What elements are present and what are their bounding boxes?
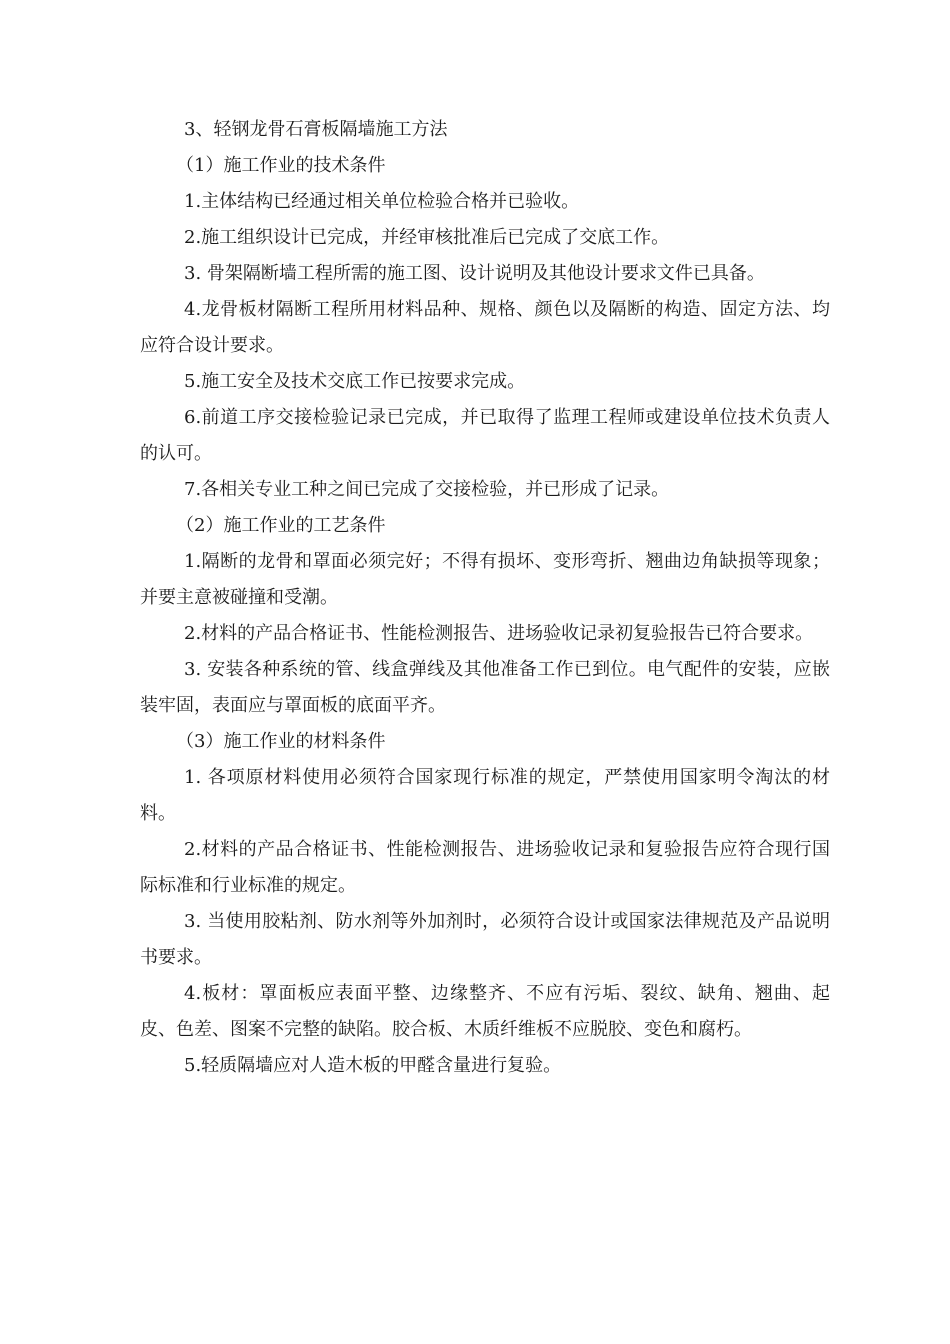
paragraph: 2.施工组织设计已完成，并经审核批准后已完成了交底工作。 [184, 227, 670, 248]
paragraph: 4.龙骨板材隔断工程所用材料品种、规格、颜色以及隔断的构造、固定方法、均应符合设计要求。 [140, 299, 830, 356]
subsection-heading: （2）施工作业的工艺条件 [176, 515, 386, 536]
paragraph: 4.板材：罩面板应表面平整、边缘整齐、不应有污垢、裂纹、缺角、翘曲、起皮、色差、图案不完整的缺陷。胶合板、木质纤维板不应脱胶、变色和腐朽。 [140, 983, 830, 1040]
subsection-heading: （3）施工作业的材料条件 [176, 731, 386, 752]
section-title: 3、轻钢龙骨石膏板隔墙施工方法 [184, 119, 448, 140]
paragraph: 3. 当使用胶粘剂、防水剂等外加剂时，必须符合设计或国家法律规范及产品说明书要求。 [140, 911, 830, 968]
paragraph: 5.轻质隔墙应对人造木板的甲醛含量进行复验。 [184, 1055, 562, 1076]
paragraph: 5.施工安全及技术交底工作已按要求完成。 [184, 371, 526, 392]
paragraph: 2.材料的产品合格证书、性能检测报告、进场验收记录初复验报告已符合要求。 [184, 623, 814, 644]
paragraph: 3. 骨架隔断墙工程所需的施工图、设计说明及其他设计要求文件已具备。 [184, 263, 765, 284]
paragraph: 2.材料的产品合格证书、性能检测报告、进场验收记录和复验报告应符合现行国际标准和行业标准的规定。 [140, 839, 830, 896]
paragraph: 1.隔断的龙骨和罩面必须完好；不得有损坏、变形弯折、翘曲边角缺损等现象；并要主意被碰撞和受潮。 [140, 551, 830, 608]
paragraph: 3. 安装各种系统的管、线盒弹线及其他准备工作已到位。电气配件的安装，应嵌装牢固，表面应与罩面板的底面平齐。 [140, 659, 830, 716]
subsection-heading: （1）施工作业的技术条件 [176, 155, 386, 176]
paragraph: 1. 各项原材料使用必须符合国家现行标准的规定，严禁使用国家明令淘汰的材料。 [140, 767, 830, 824]
paragraph: 6.前道工序交接检验记录已完成，并已取得了监理工程师或建设单位技术负责人的认可。 [140, 407, 830, 464]
document-body [140, 112, 830, 1084]
paragraph: 1.主体结构已经通过相关单位检验合格并已验收。 [184, 191, 580, 212]
paragraph: 7.各相关专业工种之间已完成了交接检验，并已形成了记录。 [184, 479, 670, 500]
